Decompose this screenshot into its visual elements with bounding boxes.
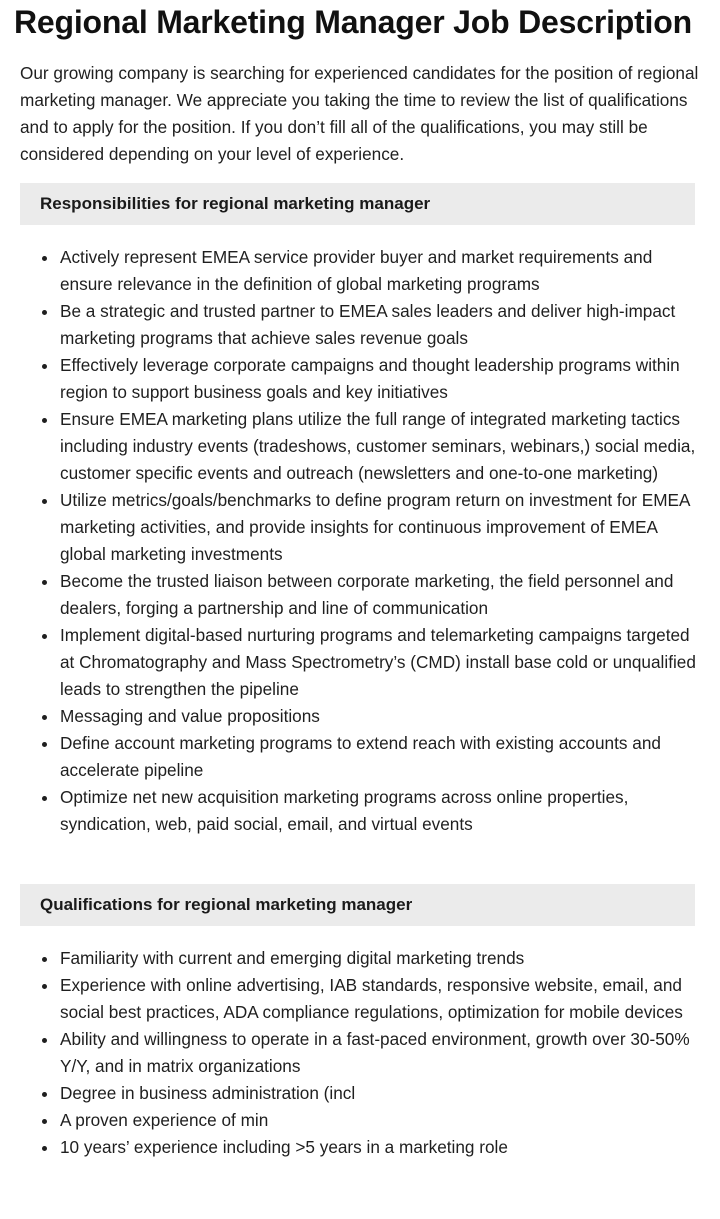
list-item-text: Effectively leverage corporate campaigns and thought leadership programs within region to support business goals and key initiatives (60, 355, 680, 402)
bullet-icon (42, 957, 47, 962)
bullet-icon (42, 580, 47, 585)
list-item-text: Messaging and value propositions (60, 706, 320, 726)
page-title: Regional Marketing Manager Job Description (14, 4, 692, 40)
list-item-text: 10 years’ experience including >5 years in a marketing role (60, 1137, 508, 1157)
list-item (60, 1107, 700, 1134)
list-item (60, 730, 700, 784)
list-item-text: Ability and willingness to operate in a fast-paced environment, growth over 30-50% Y/Y, and in matrix organizations (60, 1029, 690, 1076)
list-item (60, 568, 700, 622)
list-item-text: Implement digital-based nurturing programs and telemarketing campaigns targeted at Chromatography and Mass Spectrometry’s (CMD) install base cold or unqualified leads to strengthen the pipeline (60, 625, 696, 699)
list-item (60, 406, 700, 487)
list-item-text: Actively represent EMEA service provider buyer and market requirements and ensure relevance in the definition of global marketing programs (60, 247, 653, 294)
bullet-icon (42, 1038, 47, 1043)
bullet-icon (42, 1092, 47, 1097)
bullet-icon (42, 742, 47, 747)
qualifications-heading: Qualifications for regional marketing manager (20, 884, 695, 926)
list-item (60, 352, 700, 406)
list-item (60, 622, 700, 703)
bullet-icon (42, 418, 47, 423)
bullet-icon (42, 634, 47, 639)
bullet-icon (42, 796, 47, 801)
bullet-icon (42, 715, 47, 720)
list-item (60, 784, 700, 838)
responsibilities-list (20, 244, 700, 838)
list-item-text: Familiarity with current and emerging digital marketing trends (60, 948, 525, 968)
list-item (60, 1080, 700, 1107)
list-item-text: Ensure EMEA marketing plans utilize the full range of integrated marketing tactics including industry events (tradeshows, customer seminars, webinars,) social media, customer specific events and outreach (newsletters and one-to-one marketing) (60, 409, 696, 483)
list-item-text: Utilize metrics/goals/benchmarks to define program return on investment for EMEA marketing activities, and provide insights for continuous improvement of EMEA global marketing investments (60, 490, 690, 564)
bullet-icon (42, 1119, 47, 1124)
list-item-text: Define account marketing programs to extend reach with existing accounts and accelerate pipeline (60, 733, 661, 780)
bullet-icon (42, 1146, 47, 1151)
list-item (60, 972, 700, 1026)
list-item-text: Optimize net new acquisition marketing programs across online properties, syndication, web, paid social, email, and virtual events (60, 787, 629, 834)
list-item (60, 487, 700, 568)
list-item (60, 298, 700, 352)
bullet-icon (42, 256, 47, 261)
bullet-icon (42, 364, 47, 369)
list-item-text: Become the trusted liaison between corporate marketing, the field personnel and dealers, forging a partnership and line of communication (60, 571, 674, 618)
list-item-text: Be a strategic and trusted partner to EMEA sales leaders and deliver high-impact marketing programs that achieve sales revenue goals (60, 301, 676, 348)
list-item (60, 945, 700, 972)
list-item-text: Degree in business administration (incl (60, 1083, 356, 1103)
intro-paragraph: Our growing company is searching for experienced candidates for the position of regional marketing manager. We appreciate you taking the time to review the list of qualifications and to apply for the position. If you don’t fill all of the qualifications, you may still be considered depending on your level of experience. (20, 63, 699, 164)
list-item (60, 1134, 700, 1161)
list-item-text: A proven experience of min (60, 1110, 269, 1130)
list-item (60, 1026, 700, 1080)
qualifications-list (20, 945, 700, 1161)
bullet-icon (42, 499, 47, 504)
list-item-text: Experience with online advertising, IAB standards, responsive website, email, and social best practices, ADA compliance regulations, optimization for mobile devices (60, 975, 683, 1022)
responsibilities-heading: Responsibilities for regional marketing manager (20, 183, 695, 225)
bullet-icon (42, 310, 47, 315)
bullet-icon (42, 984, 47, 989)
list-item (60, 244, 700, 298)
list-item (60, 703, 700, 730)
